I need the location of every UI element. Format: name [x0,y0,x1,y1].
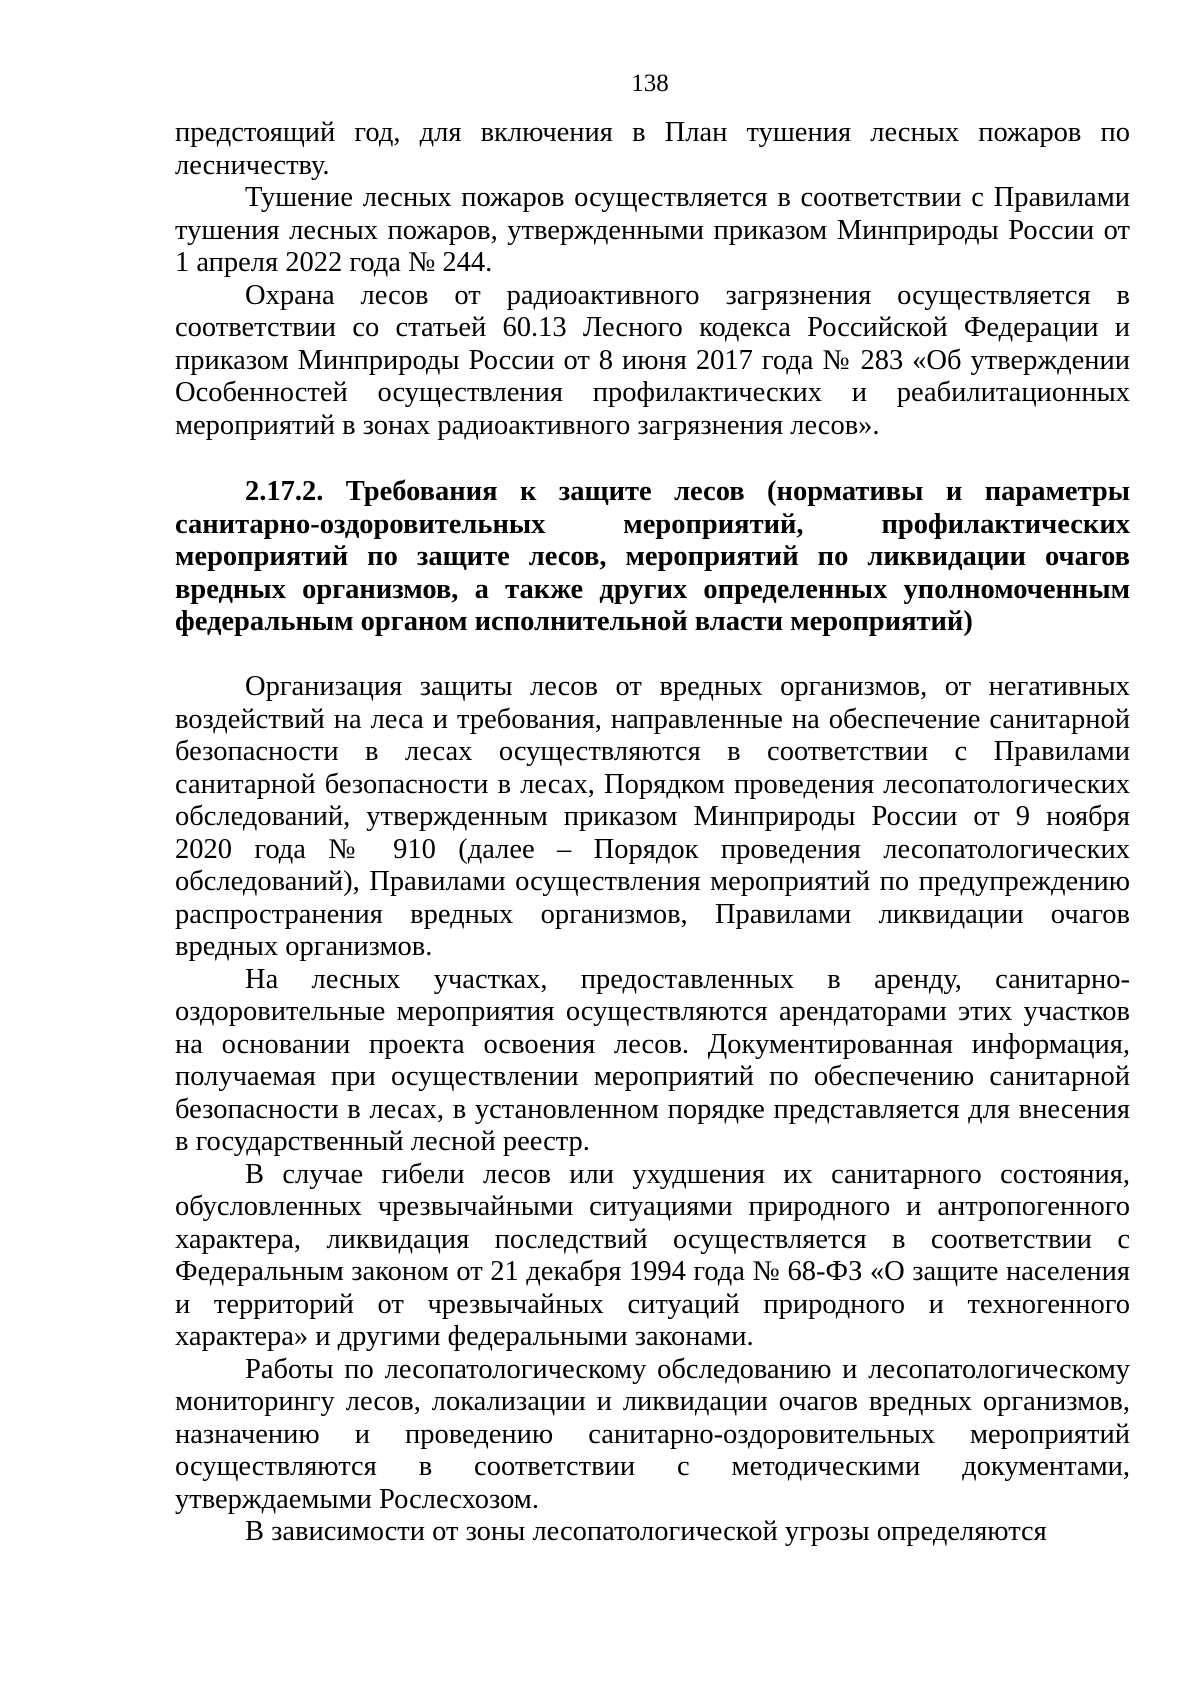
paragraph: В случае гибели лесов или ухудшения их санитарного состояния, обусловленных чрезвычайными ситуациями природного и антропогенного характера, ликвидация последствий осуществляется в соответствии с Федеральным законом от 21 декабря 1994 года № 68-ФЗ «О защите населения и территорий от чрезвычайных ситуаций природного и техногенного характера» и другими федеральными законами. [175,1158,1130,1352]
text-block-top [175,117,1130,442]
paragraph: В зависимости от зоны лесопатологической угрозы определяются [245,1516,1047,1547]
paragraph: предстоящий год, для включения в План тушения лесных пожаров по лесничеству. [175,117,1130,181]
paragraph: На лесных участках, предоставленных в аренду, санитарно-оздоровительные мероприятия осуществляются арендаторами этих участков на основании проекта освоения лесов. Документированная информация, получаемая при осуществлении мероприятий по обеспечению санитарной безопасности в лесах, в установленном порядке представляется для внесения в государственный лесной реестр. [175,963,1130,1157]
text-block-main [175,671,1130,1549]
paragraph: Работы по лесопатологическому обследованию и лесопатологическому мониторингу лесов, локализации и ликвидации очагов вредных организмов, назначению и проведению санитарно-оздоровительных мероприятий осуществляются в соответствии с методическими документами, утверждаемыми Рослесхозом. [175,1353,1130,1515]
paragraph: Охрана лесов от радиоактивного загрязнения осуществляется в соответствии со статьей 60.13 Лесного кодекса Российской Федерации и приказом Минприроды России от 8 июня 2017 года № 283 «Об утверждении Особенностей осуществления профилактических и реабилитационных мероприятий в зонах радиоактивного загрязнения лесов». [175,279,1130,441]
paragraph: Организация защиты лесов от вредных организмов, от негативных воздействий на леса и требования, направленные на обеспечение санитарной безопасности в лесах осуществляются в соответствии с Правилами санитарной безопасности в лесах, Порядком проведения лесопатологических обследований, утвержденным приказом Минприроды России от 9 ноября 2020 года № 910 (далее – Порядок проведения лесопатологических обследований), Правилами осуществления мероприятий по предупреждению распространения вредных организмов, Правилами ликвидации очагов вредных организмов. [175,671,1130,962]
section-heading: 2.17.2. Требования к защите лесов (нормативы и параметры санитарно-оздоровительных мероприятий, профилактических мероприятий по защите лесов, мероприятий по ликвидации очагов вредных организмов, а также других определенных уполномоченным федеральным органом исполнительной власти мероприятий) [175,476,1130,637]
paragraph: Тушение лесных пожаров осуществляется в соответствии с Правилами тушения лесных пожаров, утвержденными приказом Минприроды России от 1 апреля 2022 года № 244. [175,182,1130,278]
page-number: 138 [631,70,669,97]
